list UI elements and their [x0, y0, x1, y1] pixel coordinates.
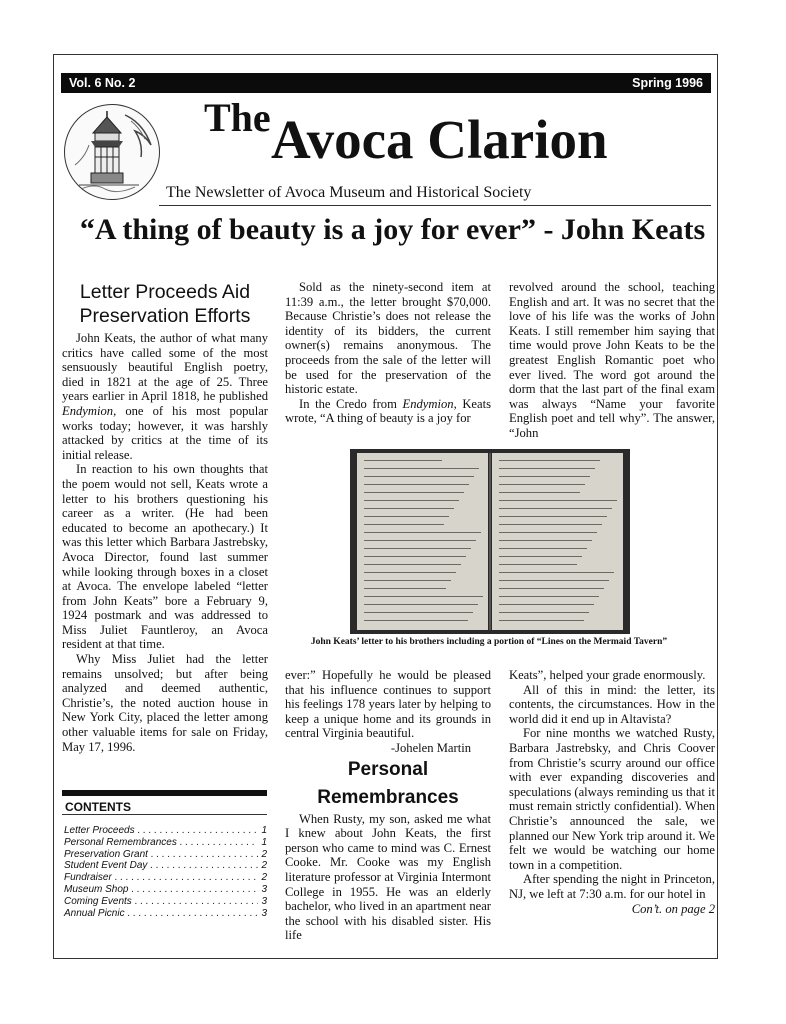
handwriting-line	[364, 516, 449, 517]
photo-caption: John Keats’ letter to his brothers including a portion of “Lines on the Mermaid Tavern”	[310, 637, 668, 647]
contents-rule	[62, 814, 267, 815]
article-paragraph: ever:” Hopefully he would be pleased that his influence continues to support his feelings 178 years later by helping to keep a unique home and its grounds in central Virginia beautiful.	[285, 668, 491, 741]
column-1	[62, 280, 268, 754]
contents-item: Letter Proceeds . . . 1	[64, 825, 267, 837]
contents-bar	[62, 790, 267, 796]
masthead-the: The	[204, 95, 271, 140]
handwriting-line	[499, 508, 612, 509]
handwriting-line	[364, 572, 456, 573]
article-paragraph: Why Miss Juliet had the letter remains unsolved; but after being analyzed and deemed authentic, Christie’s, the noted auction house in New York City, placed the letter among other valuable items for sale on Friday, May 17, 1996.	[62, 652, 268, 754]
section-title: Remembrances	[317, 786, 459, 808]
handwriting-line	[499, 476, 590, 477]
handwriting-line	[499, 604, 594, 605]
contents-item: Museum Shop . . . 3	[64, 884, 267, 896]
handwriting-line	[499, 620, 584, 621]
handwriting-line	[499, 564, 577, 565]
handwriting-line	[499, 540, 592, 541]
article-paragraph: In reaction to his own thoughts that the poem would not sell, Keats wrote a letter to his brothers questioning his career as a writer. (He had been educated to become an apothecary.) It was this letter which Barbara Jastrebsky, Avoca Director, found last summer while looking through boxes in a closet at Avoca. The envelope labeled “letter from John Keats” bore a February 9, 1924 postmark and was addressed to Miss Juliet Fauntleroy, an Avoca resident at that time.	[62, 462, 268, 652]
handwriting-line	[364, 468, 479, 469]
handwriting-line	[364, 612, 473, 613]
article-paragraph: In the Credo from Endymion, Keats wrote, “A thing of beauty is a joy for	[285, 396, 491, 426]
handwriting-line	[364, 620, 468, 621]
handwriting-line	[499, 612, 589, 613]
handwriting-line	[364, 484, 469, 485]
handwriting-line	[499, 492, 580, 493]
article-paragraph: Keats”, helped your grade enormously.	[509, 668, 706, 682]
letter-page-left	[357, 453, 488, 630]
letter-page-right	[492, 453, 623, 630]
article-paragraph: John Keats, the author of what many critics have called some of the most sensuously beautiful English poetry, died in 1821 at the age of 25. Three years earlier in April 1818, he published Endymion, one of his most popular works today; however, it was harshly attacked by critics at the time of its initial release.	[62, 331, 268, 462]
contents-title: CONTENTS	[65, 800, 131, 814]
letter-fold	[489, 453, 491, 630]
masthead-rule	[159, 205, 711, 206]
contents-item: Preservation Grant . . . 2	[64, 849, 267, 861]
handwriting-line	[364, 500, 459, 501]
article-paragraph: Sold as the ninety-second item at 11:39 a.m., the letter brought $70,000. Because Christie’s does not release the identity of its bidders, the current owner(s) remains anonymous. The proceeds from the sale of the letter will be used for the preservation of the historic estate.	[285, 280, 491, 397]
article-paragraph: When Rusty, my son, asked me what I knew about John Keats, the first person who came to mind was C. Ernest Cooke. Mr. Cooke was my English literature professor at Virginia Intermont College in 1955. He was an elderly bachelor, who lived in an apartment near the school with his disabled sister. His life	[285, 811, 491, 943]
continued-note: Con’t. on page 2	[631, 901, 715, 916]
handwriting-line	[364, 564, 461, 565]
handwriting-line	[499, 460, 600, 461]
handwriting-line	[364, 492, 464, 493]
handwriting-line	[364, 460, 442, 461]
section-title: Personal	[347, 758, 429, 780]
issue-bar	[61, 73, 711, 93]
handwriting-line	[499, 516, 607, 517]
handwriting-line	[364, 508, 454, 509]
masthead-subtitle: The Newsletter of Avoca Museum and Historical Society	[166, 184, 532, 201]
main-headline: “A thing of beauty is a joy for ever” - John Keats	[79, 213, 706, 246]
handwriting-line	[499, 548, 587, 549]
handwriting-line	[364, 540, 476, 541]
handwriting-line	[364, 580, 451, 581]
handwriting-line	[364, 476, 474, 477]
handwriting-line	[364, 588, 446, 589]
article-paragraph: revolved around the school, teaching English and art. It was no secret that the love of his life was the works of John Keats. I still remember him saying that time would prove John Keats to be the greatest English Romantic poet who ever lived. The word got around the dorm that the last part of the final exam was always “Name your favorite English poet and tell why”. The answer, “John	[509, 280, 715, 440]
keats-letter-photo	[350, 449, 630, 634]
handwriting-line	[499, 468, 595, 469]
column-2-lower	[285, 668, 491, 943]
handwriting-line	[364, 604, 478, 605]
handwriting-line	[499, 596, 599, 597]
article-title: Letter Proceeds Aid Preservation Efforts	[79, 281, 251, 327]
contents-item: Fundraiser . . . 2	[64, 872, 267, 884]
handwriting-line	[364, 524, 444, 525]
contents-item: Student Event Day . . . 2	[64, 860, 267, 872]
handwriting-line	[499, 484, 585, 485]
handwriting-line	[499, 556, 582, 557]
article-paragraph: After spending the night in Princeton, NJ, we left at 7:30 a.m. for our hotel in	[509, 872, 715, 901]
contents-list	[64, 825, 267, 919]
contents-item: Personal Remembrances . . . 1	[64, 837, 267, 849]
handwriting-line	[499, 524, 602, 525]
author-signature: -Johelen Martin	[390, 740, 471, 755]
handwriting-line	[499, 572, 614, 573]
article-paragraph: All of this in mind: the letter, its contents, the circumstances. How in the world did it end up in Altavista?	[509, 682, 715, 726]
handwriting-line	[499, 588, 604, 589]
article-paragraph: For nine months we watched Rusty, Barbara Jastrebsky, and Chris Coover from Christie’s scurry around our office with ever expanding discoveries and speculations (always reminding us that it must remain strictly confidential). When Christie’s announced the sale, we planned our New York trip around it. We felt we would be watching our home town in a competition.	[509, 726, 716, 872]
handwriting-line	[364, 556, 466, 557]
handwriting-line	[364, 532, 481, 533]
issue-season: Spring 1996	[632, 76, 703, 90]
contents-item: Coming Events . . . 3	[64, 896, 267, 908]
handwriting-line	[364, 596, 483, 597]
handwriting-line	[364, 548, 471, 549]
masthead-title: Avoca Clarion	[271, 109, 608, 170]
issue-volume: Vol. 6 No. 2	[69, 76, 136, 90]
contents-item: Annual Picnic . . . 3	[64, 908, 267, 920]
column-3	[509, 280, 715, 441]
handwriting-line	[499, 500, 617, 501]
gazebo-logo-icon	[64, 104, 160, 200]
handwriting-line	[499, 580, 609, 581]
handwriting-line	[499, 532, 597, 533]
column-2	[285, 280, 491, 426]
column-3-lower	[509, 668, 715, 916]
